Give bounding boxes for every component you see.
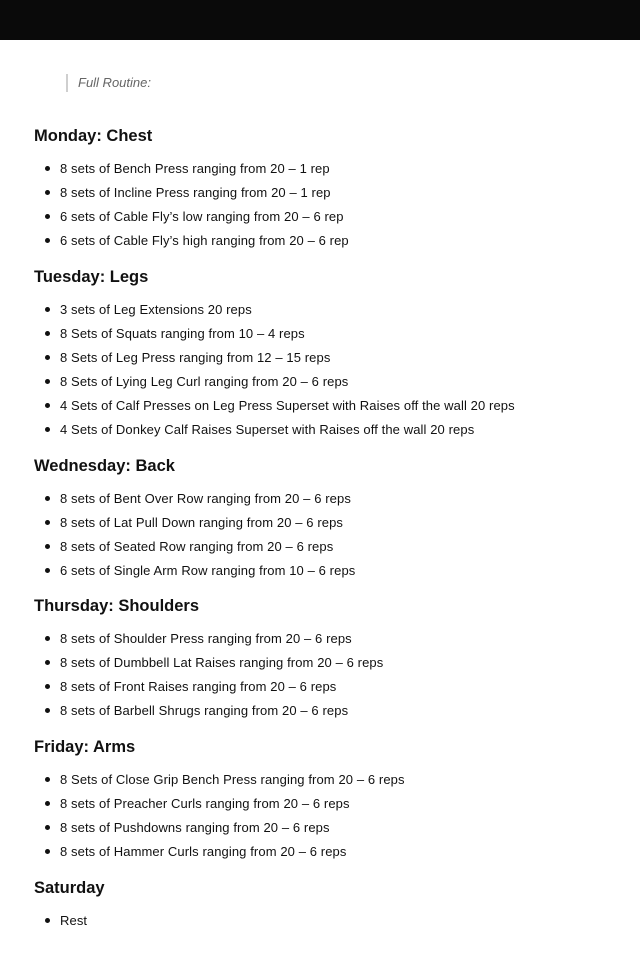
exercise-item: 8 sets of Hammer Curls ranging from 20 – 6 reps xyxy=(34,843,624,867)
exercise-list xyxy=(34,912,624,936)
exercise-item: 8 sets of Dumbbell Lat Raises ranging from 20 – 6 reps xyxy=(34,654,624,678)
day-heading: Monday: Chest xyxy=(34,127,153,145)
exercise-item: 8 sets of Incline Press ranging from 20 – 1 rep xyxy=(34,184,624,208)
day-section-friday xyxy=(34,737,624,867)
day-section-monday xyxy=(34,126,624,256)
exercise-item: 8 Sets of Leg Press ranging from 12 – 15 reps xyxy=(34,349,624,373)
top-bar xyxy=(0,0,640,40)
exercise-list xyxy=(34,771,624,867)
exercise-item: 8 sets of Bench Press ranging from 20 – 1 rep xyxy=(34,160,624,184)
day-heading: Tuesday: Legs xyxy=(34,268,149,286)
exercise-list xyxy=(34,490,624,586)
exercise-item: 8 sets of Front Raises ranging from 20 – 6 reps xyxy=(34,678,624,702)
day-section-wednesday xyxy=(34,456,624,586)
exercise-item: 8 sets of Barbell Shrugs ranging from 20 – 6 reps xyxy=(34,702,624,726)
exercise-item: 4 Sets of Donkey Calf Raises Superset with Raises off the wall 20 reps xyxy=(34,421,624,445)
exercise-item: 3 sets of Leg Extensions 20 reps xyxy=(34,301,624,325)
exercise-item: 4 Sets of Calf Presses on Leg Press Superset with Raises off the wall 20 reps xyxy=(34,397,624,421)
exercise-item: 8 sets of Preacher Curls ranging from 20 – 6 reps xyxy=(34,795,624,819)
exercise-item: 8 Sets of Close Grip Bench Press ranging from 20 – 6 reps xyxy=(34,771,624,795)
exercise-list xyxy=(34,301,624,445)
day-heading: Wednesday: Back xyxy=(34,457,175,475)
day-section-tuesday xyxy=(34,267,624,445)
exercise-item: 8 sets of Pushdowns ranging from 20 – 6 reps xyxy=(34,819,624,843)
day-heading: Thursday: Shoulders xyxy=(34,597,200,615)
article-content xyxy=(0,40,640,960)
day-section-saturday xyxy=(34,878,624,936)
exercise-item: 6 sets of Cable Fly’s low ranging from 20 – 6 rep xyxy=(34,208,624,232)
exercise-item: 8 Sets of Lying Leg Curl ranging from 20 – 6 reps xyxy=(34,373,624,397)
exercise-item: 8 sets of Seated Row ranging from 20 – 6 reps xyxy=(34,538,624,562)
exercise-item: 8 Sets of Squats ranging from 10 – 4 reps xyxy=(34,325,624,349)
exercise-item: 8 sets of Bent Over Row ranging from 20 – 6 reps xyxy=(34,490,624,514)
exercise-item: 6 sets of Single Arm Row ranging from 10 – 6 reps xyxy=(34,562,624,586)
exercise-list xyxy=(34,160,624,256)
day-heading: Friday: Arms xyxy=(34,738,136,756)
intro-blockquote: Full Routine: xyxy=(66,74,151,92)
exercise-item: Rest xyxy=(34,912,624,936)
day-heading: Saturday xyxy=(34,879,105,897)
exercise-list xyxy=(34,630,624,726)
exercise-item: 6 sets of Cable Fly’s high ranging from 20 – 6 rep xyxy=(34,232,624,256)
day-section-thursday xyxy=(34,596,624,726)
exercise-item: 8 sets of Shoulder Press ranging from 20 – 6 reps xyxy=(34,630,624,654)
exercise-item: 8 sets of Lat Pull Down ranging from 20 – 6 reps xyxy=(34,514,624,538)
